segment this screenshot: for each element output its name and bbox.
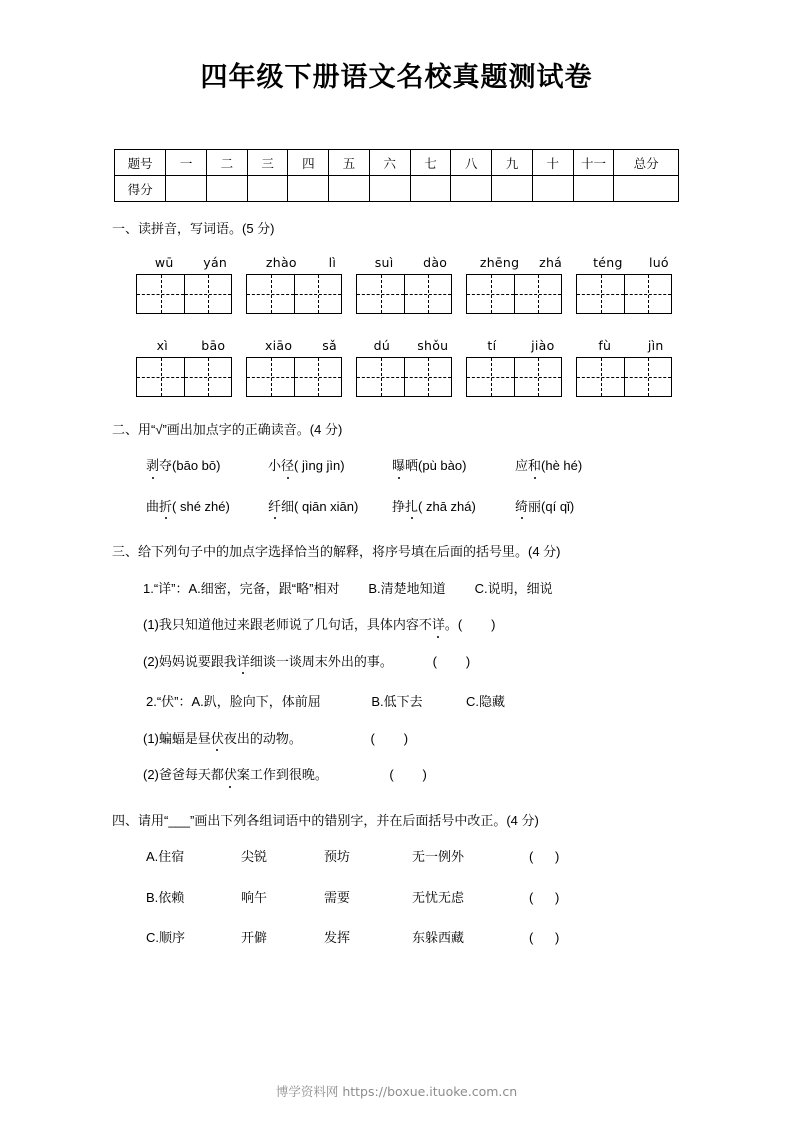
- score-table-score-row: [115, 176, 679, 202]
- spacer: [446, 581, 475, 596]
- word-item[interactable]: 无一例外: [412, 849, 465, 865]
- score-cell-8[interactable]: [451, 176, 492, 202]
- writing-cell[interactable]: [294, 358, 341, 396]
- score-table-total-label: 总分: [614, 150, 679, 176]
- option-a[interactable]: A.细密，完备，跟“略”相对: [188, 580, 340, 596]
- sentence-text: (2)爸爸每天都: [143, 767, 224, 783]
- writing-cell[interactable]: [514, 358, 561, 396]
- writing-cell[interactable]: [137, 275, 184, 313]
- pinyin-options[interactable]: ( zhā zhá): [418, 498, 476, 514]
- word-item[interactable]: 无忧无虑: [412, 889, 465, 905]
- pinyin-syllable-2: bāo: [201, 337, 226, 353]
- section-4-heading: 四、请用“___”画出下列各组词语中的错别字，并在后面括号中改正。(4 分): [112, 812, 539, 828]
- pinyin-label: [576, 338, 686, 357]
- section-2-heading: 二、用“√”画出加点字的正确读音。(4 分): [112, 421, 343, 437]
- writing-grid[interactable]: [356, 357, 452, 397]
- section-4-row: [0, 830, 793, 867]
- pinyin-syllable-2: zhá: [539, 254, 563, 270]
- pinyin-label: [246, 255, 356, 274]
- pinyin-options[interactable]: ( jìng jìn): [294, 458, 345, 474]
- pinyin-label: [356, 338, 466, 357]
- word-group-label[interactable]: B.依赖: [146, 889, 185, 905]
- word-rest: 丽: [528, 498, 542, 514]
- pinyin-syllable-2: shǒu: [417, 337, 449, 353]
- spacer: [423, 694, 466, 709]
- pinyin-syllable-1: fù: [598, 337, 612, 353]
- word-group-label[interactable]: C.顺序: [146, 930, 186, 946]
- section-3-group-2-prompt: [0, 671, 793, 712]
- section-3-group-1-prompt: [0, 562, 793, 599]
- score-cell-4[interactable]: [288, 176, 329, 202]
- pinyin-row-1: [136, 239, 793, 314]
- writing-grid[interactable]: [576, 274, 672, 314]
- score-table-q-9: 九: [492, 150, 533, 176]
- dotted-char: 扎: [405, 497, 418, 517]
- dotted-char: 绮: [515, 497, 528, 517]
- section-2-row-1: [0, 439, 793, 476]
- pronunciation-choice[interactable]: [515, 497, 574, 517]
- section-4-row: [0, 907, 793, 948]
- group-number: 1.: [143, 580, 154, 596]
- pinyin-label: [136, 338, 246, 357]
- pinyin-options[interactable]: (qí qǐ): [541, 498, 575, 514]
- sentence-text: (1)蝙蝠是昼: [143, 730, 211, 746]
- score-cell-total[interactable]: [614, 176, 679, 202]
- pinyin-syllable-2: dào: [423, 254, 448, 270]
- writing-cell[interactable]: [404, 275, 451, 313]
- score-table-q-3: 三: [247, 150, 288, 176]
- writing-cell[interactable]: [247, 358, 294, 396]
- pinyin-options[interactable]: (bāo bō): [172, 458, 221, 474]
- writing-grid[interactable]: [136, 274, 232, 314]
- score-table-q-11: 十一: [573, 150, 614, 176]
- score-cell-9[interactable]: [492, 176, 533, 202]
- score-table-q-6: 六: [369, 150, 410, 176]
- section-4-row: [0, 867, 793, 908]
- pinyin-exercise: [0, 239, 793, 397]
- word-rest: 曲: [146, 498, 160, 514]
- score-table-question-label: 题号: [115, 150, 166, 176]
- writing-grid[interactable]: [576, 357, 672, 397]
- section-3-item: [0, 748, 793, 785]
- writing-cell[interactable]: [357, 275, 404, 313]
- score-table: [114, 149, 679, 202]
- word-rest: 小: [268, 458, 282, 474]
- pinyin-syllable-2: sǎ: [322, 337, 338, 353]
- writing-grid[interactable]: [356, 274, 452, 314]
- score-cell-3[interactable]: [247, 176, 288, 202]
- pinyin-syllable-2: jiào: [531, 337, 555, 353]
- score-table-q-4: 四: [288, 150, 329, 176]
- pinyin-syllable-1: zhēng: [479, 254, 520, 270]
- pinyin-item: [576, 338, 686, 397]
- spacer: [393, 654, 433, 669]
- dotted-char: 折: [159, 497, 172, 517]
- pinyin-syllable-1: wū: [154, 254, 174, 270]
- writing-cell[interactable]: [577, 275, 624, 313]
- pronunciation-choice[interactable]: [268, 497, 392, 517]
- writing-cell[interactable]: [184, 275, 231, 313]
- score-table-q-10: 十: [532, 150, 573, 176]
- writing-grid[interactable]: [136, 357, 232, 397]
- section-1-heading: 一、读拼音，写词语。(5 分): [112, 221, 275, 237]
- score-cell-5[interactable]: [329, 176, 370, 202]
- pinyin-item: [356, 338, 466, 397]
- option-b[interactable]: B.低下去: [371, 694, 423, 710]
- pinyin-label: [356, 255, 466, 274]
- dotted-char: 径: [281, 456, 294, 476]
- footer-url[interactable]: https://boxue.ituoke.com.cn: [342, 1084, 518, 1099]
- pinyin-syllable-1: dú: [373, 337, 391, 353]
- writing-cell[interactable]: [357, 358, 404, 396]
- answer-bracket[interactable]: ( ): [370, 730, 409, 746]
- pronunciation-choice[interactable]: [146, 456, 268, 476]
- score-table-wrapper: [0, 149, 793, 202]
- spacer: [339, 581, 368, 596]
- footer-site-name: 博学资料网: [275, 1084, 339, 1099]
- option-c[interactable]: C.说明，细说: [474, 580, 553, 596]
- writing-grid[interactable]: [246, 357, 342, 397]
- option-c[interactable]: C.隐藏: [466, 694, 506, 710]
- footer-watermark: [0, 1082, 793, 1100]
- score-table-q-7: 七: [410, 150, 451, 176]
- group-number: 2.: [146, 694, 157, 710]
- writing-cell[interactable]: [467, 275, 514, 313]
- option-b[interactable]: B.清楚地知道: [368, 580, 446, 596]
- pinyin-item: [466, 255, 576, 314]
- word-item[interactable]: 响午: [241, 889, 268, 905]
- pinyin-syllable-1: suì: [374, 254, 394, 270]
- dotted-char: 纤: [268, 497, 281, 517]
- pronunciation-choice[interactable]: [392, 497, 515, 517]
- pinyin-label: [576, 255, 686, 274]
- word-item[interactable]: 需要: [324, 889, 351, 905]
- pinyin-item: [466, 338, 576, 397]
- writing-cell[interactable]: [404, 358, 451, 396]
- section-2-row-2: [0, 476, 793, 517]
- pinyin-options[interactable]: ( shé zhé): [172, 498, 230, 514]
- writing-cell[interactable]: [184, 358, 231, 396]
- pronunciation-choice[interactable]: [392, 456, 515, 476]
- pinyin-label: [466, 255, 576, 274]
- word-item[interactable]: 发挥: [324, 930, 351, 946]
- correction-bracket[interactable]: ( ): [529, 849, 569, 865]
- pronunciation-choice[interactable]: [515, 456, 582, 476]
- pronunciation-choice[interactable]: [268, 456, 392, 476]
- sentence-text: (2)妈妈说要跟我: [143, 653, 237, 669]
- section-3-item: [0, 712, 793, 749]
- pinyin-item: [356, 255, 466, 314]
- word-group-label[interactable]: A.住宿: [146, 849, 185, 865]
- score-cell-7[interactable]: [410, 176, 451, 202]
- pinyin-item: [136, 255, 246, 314]
- word-rest: 晒: [405, 458, 419, 474]
- pinyin-syllable-2: lì: [328, 254, 337, 270]
- writing-grid[interactable]: [246, 274, 342, 314]
- writing-cell[interactable]: [577, 358, 624, 396]
- spacer: [302, 731, 371, 746]
- score-cell-2[interactable]: [206, 176, 247, 202]
- section-3-item: [0, 635, 793, 672]
- spacer: [328, 767, 389, 782]
- writing-cell[interactable]: [624, 275, 671, 313]
- pinyin-label: [466, 338, 576, 357]
- section-3-heading: 三、给下列句子中的加点字选择恰当的解释，将序号填在后面的括号里。(4 分): [112, 544, 561, 560]
- option-a[interactable]: A.趴，脸向下，体前屈: [191, 694, 321, 710]
- dotted-char: 和: [528, 456, 541, 476]
- sentence-tail: 夜出的动物。: [223, 730, 302, 746]
- pinyin-syllable-1: zhào: [265, 254, 297, 270]
- score-cell-11[interactable]: [573, 176, 614, 202]
- pinyin-syllable-1: tí: [487, 337, 497, 353]
- section-3-item: [0, 598, 793, 635]
- dotted-char: 伏: [224, 765, 237, 785]
- pinyin-label: [136, 255, 246, 274]
- word-item[interactable]: 尖锐: [241, 849, 268, 865]
- score-table-q-1: 一: [166, 150, 207, 176]
- pinyin-syllable-1: xiāo: [264, 337, 293, 353]
- pinyin-item: [246, 255, 356, 314]
- word-item[interactable]: 东躲西藏: [412, 930, 465, 946]
- dotted-char: 剥: [146, 456, 159, 476]
- pinyin-options[interactable]: (pù bào): [418, 458, 467, 474]
- pinyin-item: [136, 338, 246, 397]
- score-table-q-2: 二: [206, 150, 247, 176]
- word-rest: 应: [515, 458, 529, 474]
- word-rest: 细: [281, 498, 295, 514]
- word-item[interactable]: 开僻: [241, 930, 268, 946]
- word-item[interactable]: 预坊: [324, 849, 351, 865]
- group-char: “伏”：: [156, 694, 192, 710]
- pinyin-options[interactable]: (hè hé): [541, 458, 583, 474]
- writing-cell[interactable]: [294, 275, 341, 313]
- pinyin-item: [576, 255, 686, 314]
- dotted-char: 详: [237, 652, 250, 672]
- sentence-tail: 。: [444, 617, 458, 633]
- page-title: 四年级下册语文名校真题测试卷: [200, 62, 593, 93]
- pinyin-syllable-2: yán: [203, 254, 228, 270]
- sentence-tail: 细谈一谈周末外出的事。: [249, 653, 393, 669]
- score-cell-1[interactable]: [166, 176, 207, 202]
- score-table-q-5: 五: [329, 150, 370, 176]
- pinyin-syllable-1: téng: [593, 254, 623, 270]
- score-table-score-label: 得分: [115, 176, 166, 202]
- pinyin-syllable-1: xì: [156, 337, 169, 353]
- score-table-header-row: [115, 150, 679, 176]
- pinyin-syllable-2: luó: [648, 254, 669, 270]
- answer-bracket[interactable]: ( ): [432, 653, 471, 669]
- writing-grid[interactable]: [466, 357, 562, 397]
- score-cell-10[interactable]: [532, 176, 573, 202]
- word-rest: 夺: [159, 458, 173, 474]
- correction-bracket[interactable]: ( ): [529, 930, 569, 946]
- word-rest: 挣: [392, 498, 406, 514]
- writing-grid[interactable]: [466, 274, 562, 314]
- pronunciation-choice[interactable]: [146, 497, 268, 517]
- answer-bracket[interactable]: ( ): [457, 617, 496, 633]
- pinyin-syllable-2: jìn: [647, 337, 664, 353]
- pinyin-row-2: [136, 314, 793, 397]
- spacer: [321, 694, 372, 709]
- writing-cell[interactable]: [137, 358, 184, 396]
- sentence-text: (1)我只知道他过来跟老师说了几句话，具体内容不: [143, 617, 432, 633]
- dotted-char: 曝: [392, 456, 405, 476]
- score-table-q-8: 八: [451, 150, 492, 176]
- writing-cell[interactable]: [467, 358, 514, 396]
- pinyin-item: [246, 338, 356, 397]
- dotted-char: 详: [432, 615, 445, 635]
- group-char: “详”：: [153, 580, 189, 596]
- writing-cell[interactable]: [514, 275, 561, 313]
- sentence-tail: 案工作到很晚。: [236, 767, 328, 783]
- writing-cell[interactable]: [247, 275, 294, 313]
- pinyin-label: [246, 338, 356, 357]
- writing-cell[interactable]: [624, 358, 671, 396]
- dotted-char: 伏: [211, 729, 224, 749]
- answer-bracket[interactable]: ( ): [389, 767, 427, 783]
- pinyin-options[interactable]: ( qiān xiān): [294, 498, 359, 514]
- correction-bracket[interactable]: ( ): [529, 889, 569, 905]
- score-cell-6[interactable]: [369, 176, 410, 202]
